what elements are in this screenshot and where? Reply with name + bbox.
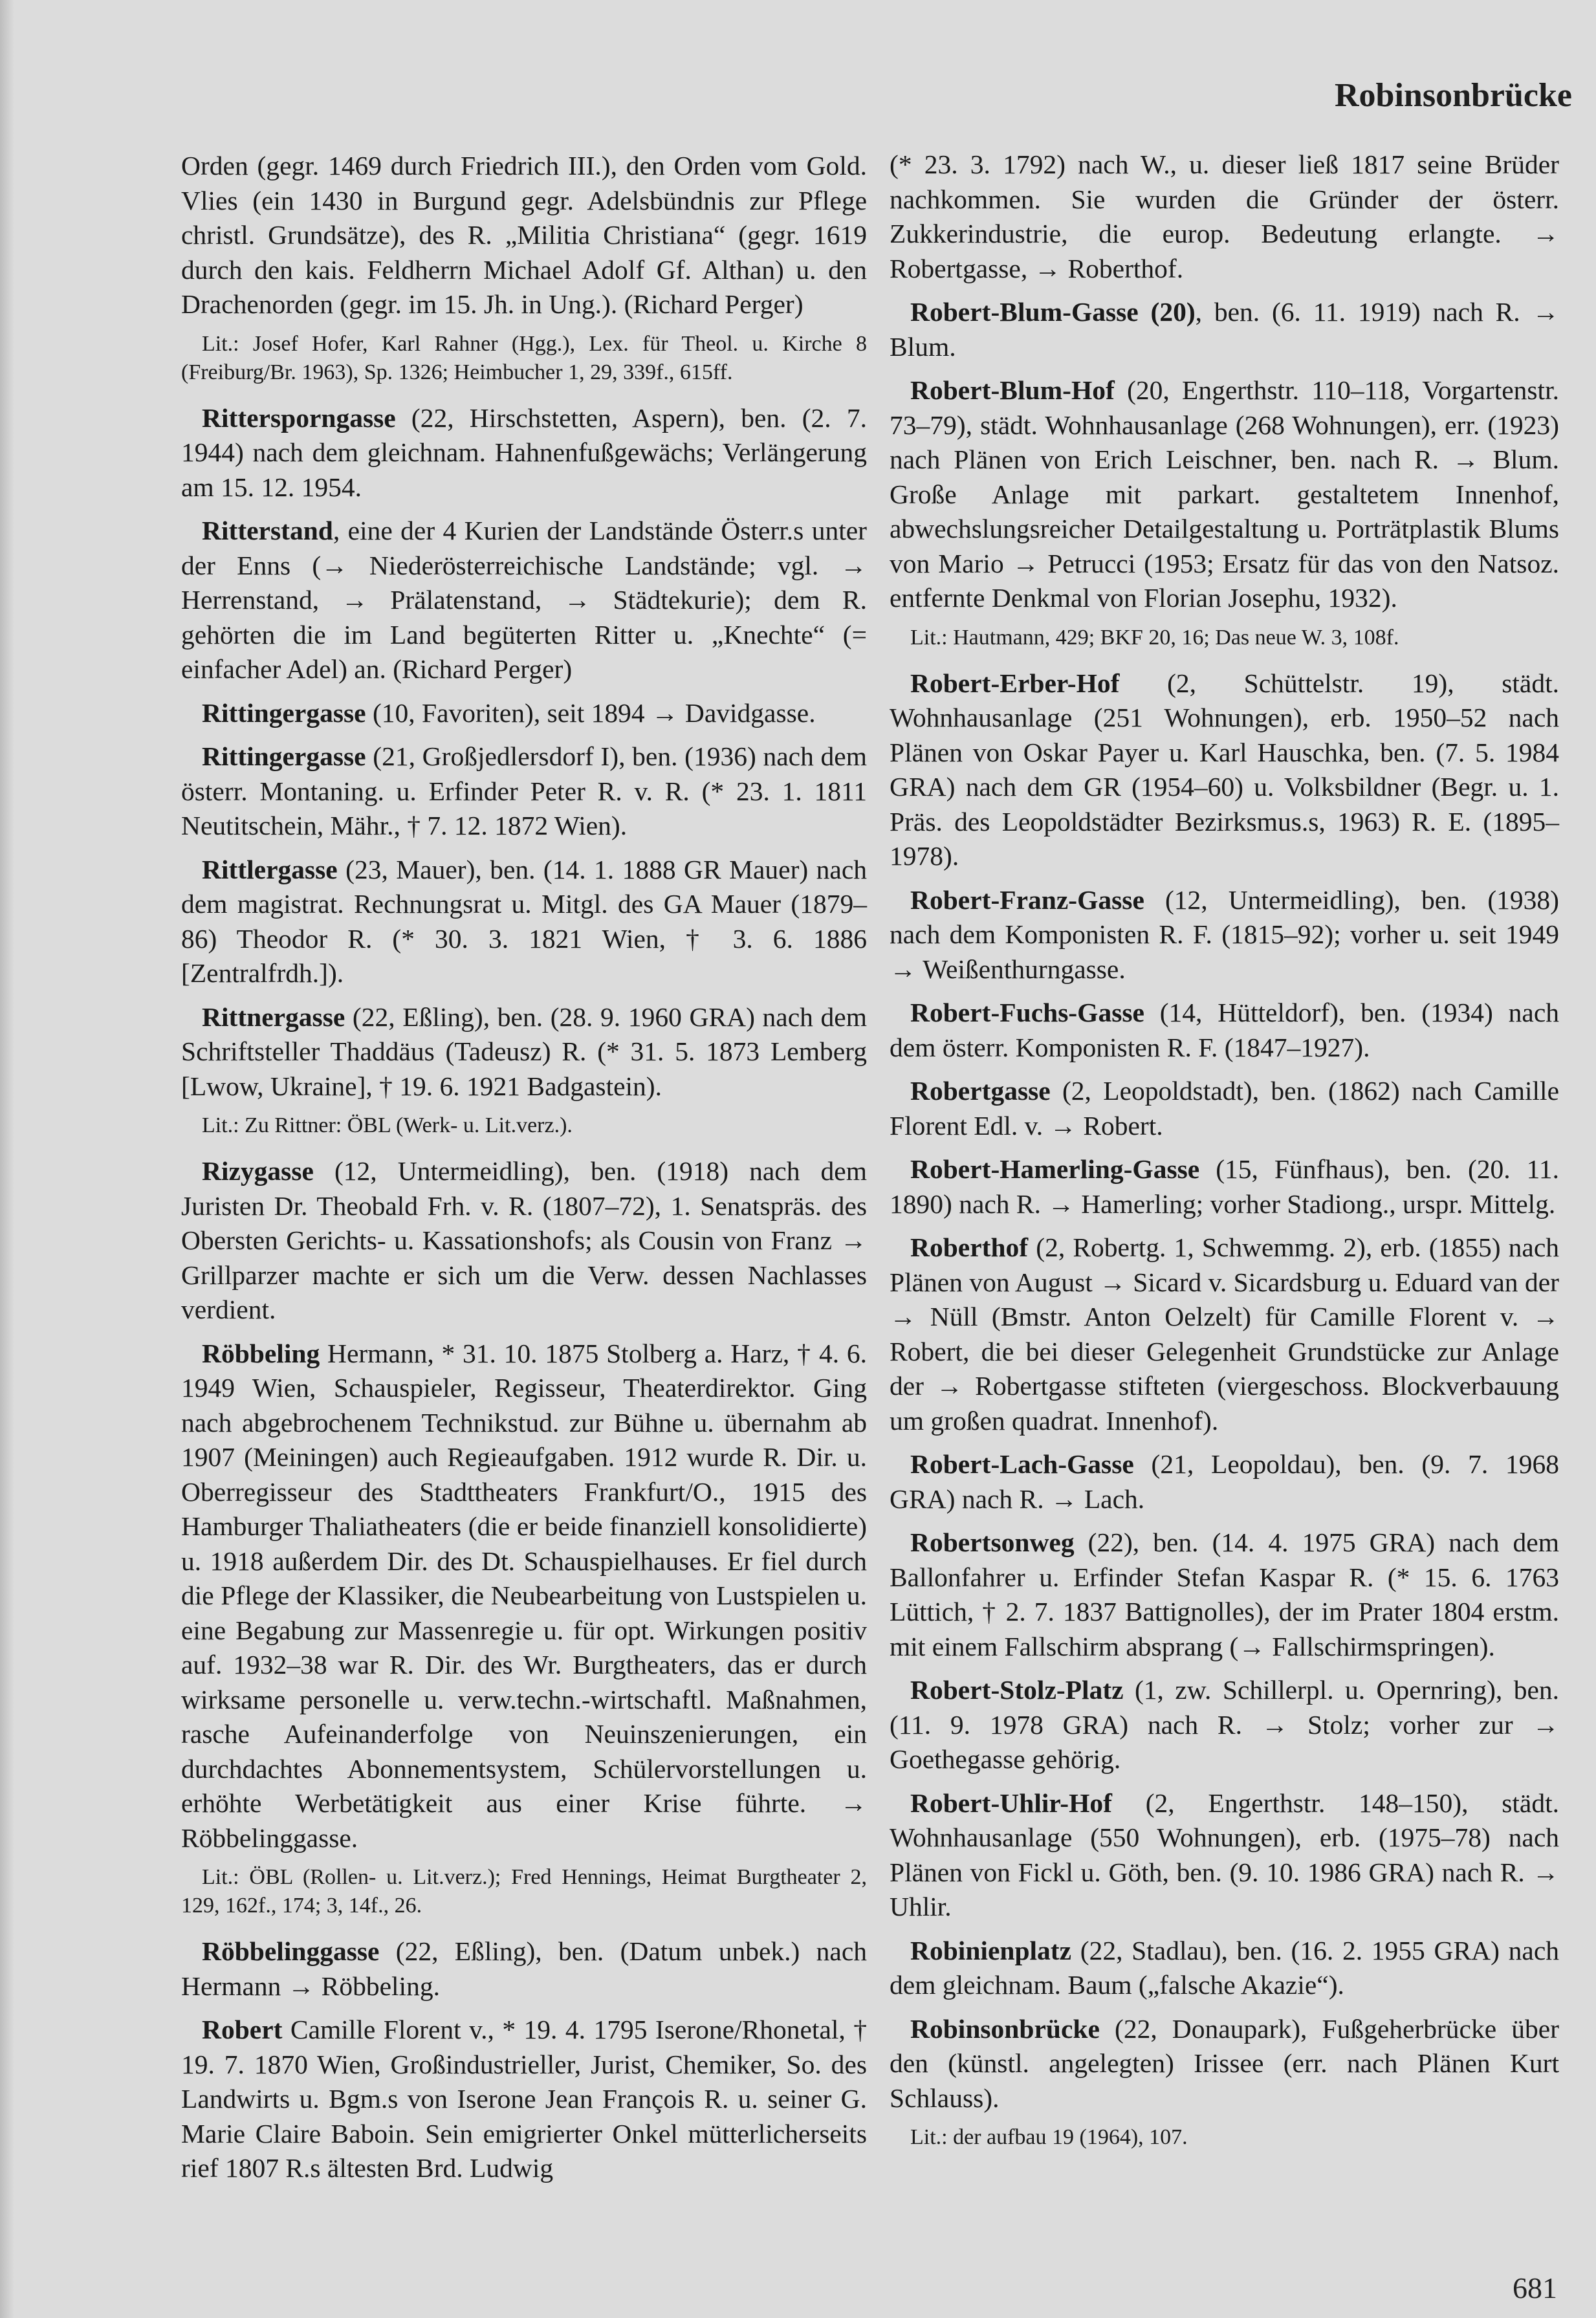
- literature-note: Lit.: der aufbau 19 (1964), 107.: [910, 2125, 1188, 2149]
- lexicon-entry: [890, 373, 1559, 616]
- entry-headword: Ritterstand: [202, 516, 333, 545]
- entry-text: (2, Leopoldstadt), ben. (1862) nach Camille Florent Edl. v. → Robert.: [890, 1076, 1559, 1141]
- lexicon-entry: [890, 1786, 1559, 1925]
- entry-headword: Robert-Blum-Gasse (20): [910, 297, 1196, 327]
- entry-headword: Robert-Uhlir-Hof: [910, 1788, 1112, 1818]
- lexicon-entry: [890, 1447, 1559, 1516]
- entry-text: (2, Robertg. 1, Schwemmg. 2), erb. (1855) nach Plänen von August → Sicard v. Sicardsburg u. Eduard van der → Nüll (Bmstr. Anton Oelzelt) für Camille Florent v. → Robert, die bei dieser Gelegenheit Grundstücke zur Anlage der → Robertgasse stifteten (viergeschoss. Blockverbauung um großen quadrat. Innenhof).: [890, 1232, 1559, 1436]
- entry-headword: Robertsonweg: [910, 1527, 1075, 1557]
- lexicon-entry: [181, 2013, 867, 2186]
- entry-headword: Röbbelinggasse: [202, 1936, 380, 1966]
- right-column: [890, 148, 1559, 2166]
- lexicon-entry: [181, 1000, 867, 1104]
- literature-note: Lit.: ÖBL (Rollen- u. Lit.verz.); Fred Hennings, Heimat Burgtheater 2, 129, 162f., 174; 3, 14f., 26.: [181, 1865, 867, 1918]
- entry-text: (21, Großjedlersdorf I), ben. (1936) nach dem österr. Montaning. u. Erfinder Peter R. v. R. (* 23. 1. 1811 Neutitschein, Mähr., † 7. 12. 1872 Wien).: [181, 741, 867, 840]
- entry-headword: Rittingergasse: [202, 697, 366, 728]
- entry-text: (1, zw. Schillerpl. u. Opernring), ben. (11. 9. 1978 GRA) nach R. → Stolz; vorher zur → Goethegasse gehörig.: [890, 1675, 1559, 1774]
- entry-text: (22, Eßling), ben. (Datum unbek.) nach Hermann → Röbbeling.: [181, 1936, 867, 2001]
- lexicon-entry: [181, 853, 867, 991]
- entry-text: (14, Hütteldorf), ben. (1934) nach dem österr. Komponisten R. F. (1847–1927).: [890, 998, 1559, 1062]
- entry-headword: Robertgasse: [910, 1076, 1051, 1106]
- left-column: [181, 149, 867, 2195]
- entry-text: , eine der 4 Kurien der Landstände Österr.s unter der Enns (→ Niederösterreichische Landstände; vgl. → Herrenstand, → Prälatenstand, → Städtekurie); dem R. gehörten die im Land begüterten Ritter u. „Knechte“ (= einfacher Adel) an. (Richard Perger): [181, 516, 867, 684]
- entry-headword: Robert: [202, 2015, 283, 2044]
- lexicon-entry: [890, 1673, 1559, 1777]
- entry-headword: Rittnergasse: [202, 1001, 345, 1032]
- lexicon-entry: [890, 1525, 1559, 1664]
- lexicon-entry: [890, 666, 1559, 874]
- entry-text: (2, Engerthstr. 148–150), städt. Wohnhausanlage (550 Wohnungen), erb. (1975–78) nach Plänen von Fickl u. Göth, ben. (9. 10. 1986 GRA) nach R. → Uhlir.: [890, 1788, 1559, 1921]
- entry-text: (12, Untermeidling), ben. (1918) nach dem Juristen Dr. Theobald Frh. v. R. (1807–72), 1. Senatspräs. des Obersten Gerichts- u. Kassationshofs; als Cousin von Franz → Grillparzer machte er sich um die Verw. dessen Nachlasses verdient.: [181, 1156, 867, 1324]
- entry-headword: Robert-Franz-Gasse: [910, 884, 1144, 915]
- lexicon-entry: [181, 149, 867, 322]
- entry-headword: Robert-Lach-Gasse: [910, 1449, 1134, 1479]
- entry-text: (12, Untermeidling), ben. (1938) nach dem Komponisten R. F. (1815–92); vorher u. seit 1949 → Weißenthurngasse.: [890, 884, 1559, 984]
- entry-headword: Robinienplatz: [910, 1935, 1072, 1965]
- running-head: Robinsonbrücke: [1335, 77, 1572, 114]
- lexicon-entry: [890, 148, 1559, 286]
- lexicon-entry: [890, 1934, 1559, 2003]
- lexicon-entry: [890, 1230, 1559, 1438]
- literature-note: Lit.: Josef Hofer, Karl Rahner (Hgg.), Lex. für Theol. u. Kirche 8 (Freiburg/Br. 1963), Sp. 1326; Heimbucher 1, 29, 339f., 615ff.: [181, 331, 867, 384]
- entry-headword: Robert-Erber-Hof: [910, 668, 1120, 698]
- lexicon-entry: [890, 295, 1559, 364]
- entry-headword: Robert-Hamerling-Gasse: [910, 1154, 1200, 1184]
- entry-text: (10, Favoriten), seit 1894 → Davidgasse.: [366, 697, 816, 728]
- entry-text: (22), ben. (14. 4. 1975 GRA) nach dem Ballonfahrer u. Erfinder Stefan Kaspar R. (* 15. 6. 1763 Lüttich, † 2. 7. 1837 Battignolles), der im Prater 1804 erstm. mit einem Fallschirm absprang (→ Fallschirmspringen).: [890, 1527, 1559, 1661]
- book-gutter: [0, 0, 14, 2318]
- entry-text: (22, Donaupark), Fußgeherbrücke über den (künstl. angelegten) Irissee (err. nach Plänen Kurt Schlauss).: [890, 2013, 1559, 2113]
- entry-text: (* 23. 3. 1792) nach W., u. dieser ließ 1817 seine Brüder nachkommen. Sie wurden die Gründer der österr. Zukkerindustrie, die europ. Bedeutung erlangte. → Robertgasse, → Roberthof.: [890, 149, 1559, 283]
- entry-headword: Rizygasse: [202, 1156, 314, 1186]
- entry-text: (21, Leopoldau), ben. (9. 7. 1968 GRA) nach R. → Lach.: [890, 1449, 1559, 1514]
- lexicon-entry: [890, 883, 1559, 987]
- lexicon-entry: [890, 1152, 1559, 1221]
- lexicon-entry: [181, 739, 867, 844]
- lexicon-entry: [890, 996, 1559, 1065]
- entry-text: (22, Eßling), ben. (28. 9. 1960 GRA) nach dem Schriftsteller Thaddäus (Tadeusz) R. (* 31. 5. 1873 Lemberg [Lwow, Ukraine], † 19. 6. 1921 Badgastein).: [181, 1001, 867, 1101]
- entry-headword: Röbbeling: [202, 1338, 320, 1368]
- lexicon-entry: [181, 401, 867, 505]
- entry-headword: Robert-Fuchs-Gasse: [910, 998, 1144, 1027]
- lexicon-entry: [181, 514, 867, 687]
- entry-headword: Robert-Blum-Hof: [910, 375, 1115, 405]
- page-number: 681: [1513, 2271, 1557, 2304]
- lexicon-entry: [181, 1934, 867, 2004]
- entry-text: Orden (gegr. 1469 durch Friedrich III.), den Orden vom Gold. Vlies (ein 1430 in Burgund gegr. Adelsbündnis zur Pflege christl. Grundsätze), des R. „Militia Christiana“ (gegr. 1619 durch den kais. Feldherrn Michael Adolf Gf. Althan) u. den Drachenorden (gegr. im 15. Jh. in Ung.). (Richard Perger): [181, 151, 867, 319]
- lexicon-entry: [181, 1154, 867, 1328]
- entry-text: (23, Mauer), ben. (14. 1. 1888 GR Mauer) nach dem magistrat. Rechnungsrat u. Mitgl. des GA Mauer (1879–86) Theodor R. (* 30. 3. 1821 Wien, † 3. 6. 1886 [Zentralfrdh.]).: [181, 854, 867, 988]
- lexicon-entry: [181, 1337, 867, 1856]
- entry-headword: Roberthof: [910, 1232, 1029, 1262]
- lexicon-entry: [181, 696, 867, 731]
- entry-text: (22, Hirschstetten, Aspern), ben. (2. 7. 1944) nach dem gleichnam. Hahnenfußgewächs; Verlängerung am 15. 12. 1954.: [181, 402, 867, 502]
- entry-headword: Robert-Stolz-Platz: [910, 1675, 1124, 1705]
- entry-headword: Rittlergasse: [202, 854, 338, 884]
- literature-note: Lit.: Hautmann, 429; BKF 20, 16; Das neue W. 3, 108f.: [910, 625, 1399, 650]
- entry-text: (2, Schüttelstr. 19), städt. Wohnhausanlage (251 Wohnungen), erb. 1950–52 nach Plänen von Oskar Payer u. Karl Hauschka, ben. (7. 5. 1984 GRA) nach dem GR (1954–60) u. Volksbildner (Begr. u. 1. Präs. des Leopoldstädter Bezirksmus.s, 1963) R. E. (1895–1978).: [890, 668, 1559, 871]
- entry-text: Camille Florent v., * 19. 4. 1795 Iserone/Rhonetal, † 19. 7. 1870 Wien, Großindustrieller, Jurist, Chemiker, So. des Landwirts u. Bgm.s von Iserone Jean François R. u. seiner G. Marie Claire Baboin. Sein emigrierter Onkel mütterlicherseits rief 1807 R.s ältesten Brd. Ludwig: [181, 2015, 867, 2183]
- entry-text: (15, Fünfhaus), ben. (20. 11. 1890) nach R. → Hamerling; vorher Stadiong., urspr. Mittelg.: [890, 1154, 1559, 1219]
- entry-text: (20, Engerthstr. 110–118, Vorgartenstr. 73–79), städt. Wohnhausanlage (268 Wohnungen), err. (1923) nach Plänen von Erich Leischner, ben. nach R. → Blum. Große Anlage mit parkart. gestaltetem Innenhof, abwechslungsreicher Detailgestaltung u. Porträtplastik Blums von Mario → Petrucci (1953; Ersatz für das von den Natsoz. entfernte Denkmal von Florian Josephu, 1932).: [890, 375, 1559, 613]
- literature-note: Lit.: Zu Rittner: ÖBL (Werk- u. Lit.verz.).: [202, 1113, 573, 1137]
- entry-headword: Rittersporngasse: [202, 402, 396, 433]
- lexicon-entry: [890, 1074, 1559, 1143]
- entry-headword: Rittingergasse: [202, 741, 366, 771]
- entry-text: , ben. (6. 11. 1919) nach R. → Blum.: [890, 297, 1559, 362]
- entry-text: (22, Stadlau), ben. (16. 2. 1955 GRA) nach dem gleichnam. Baum („falsche Akazie“).: [890, 1935, 1559, 2000]
- entry-headword: Robinsonbrücke: [910, 2013, 1100, 2044]
- entry-text: Hermann, * 31. 10. 1875 Stolberg a. Harz, † 4. 6. 1949 Wien, Schauspieler, Regisseur, Theaterdirektor. Ging nach abgebrochenem Technikstud. zur Bühne u. übernahm ab 1907 (Meiningen) auch Regieaufgaben. 1912 wurde R. Dir. u. Oberregisseur des Stadttheaters Frankfurt/O., 1915 des Hamburger Thaliatheaters (die er beide finanziell konsolidierte) u. 1918 außerdem Dir. des Dt. Schauspielhauses. Er fiel durch die Pflege der Klassiker, die Neubearbeitung von Lustspielen u. eine Begabung zur Massenregie u. für opt. Wirkungen positiv auf. 1932–38 war R. Dir. des Wr. Burgtheaters, das er durch wirksame personelle u. verw.techn.-wirtschaftl. Maßnahmen, rasche Aufeinanderfolge von Neuinszenierungen, ein durchdachtes Abonnementsystem, Schülervorstellungen u. erhöhte Werbetätigkeit aus einer Krise führte. → Röbbelinggasse.: [181, 1338, 867, 1853]
- lexicon-entry: [890, 2012, 1559, 2116]
